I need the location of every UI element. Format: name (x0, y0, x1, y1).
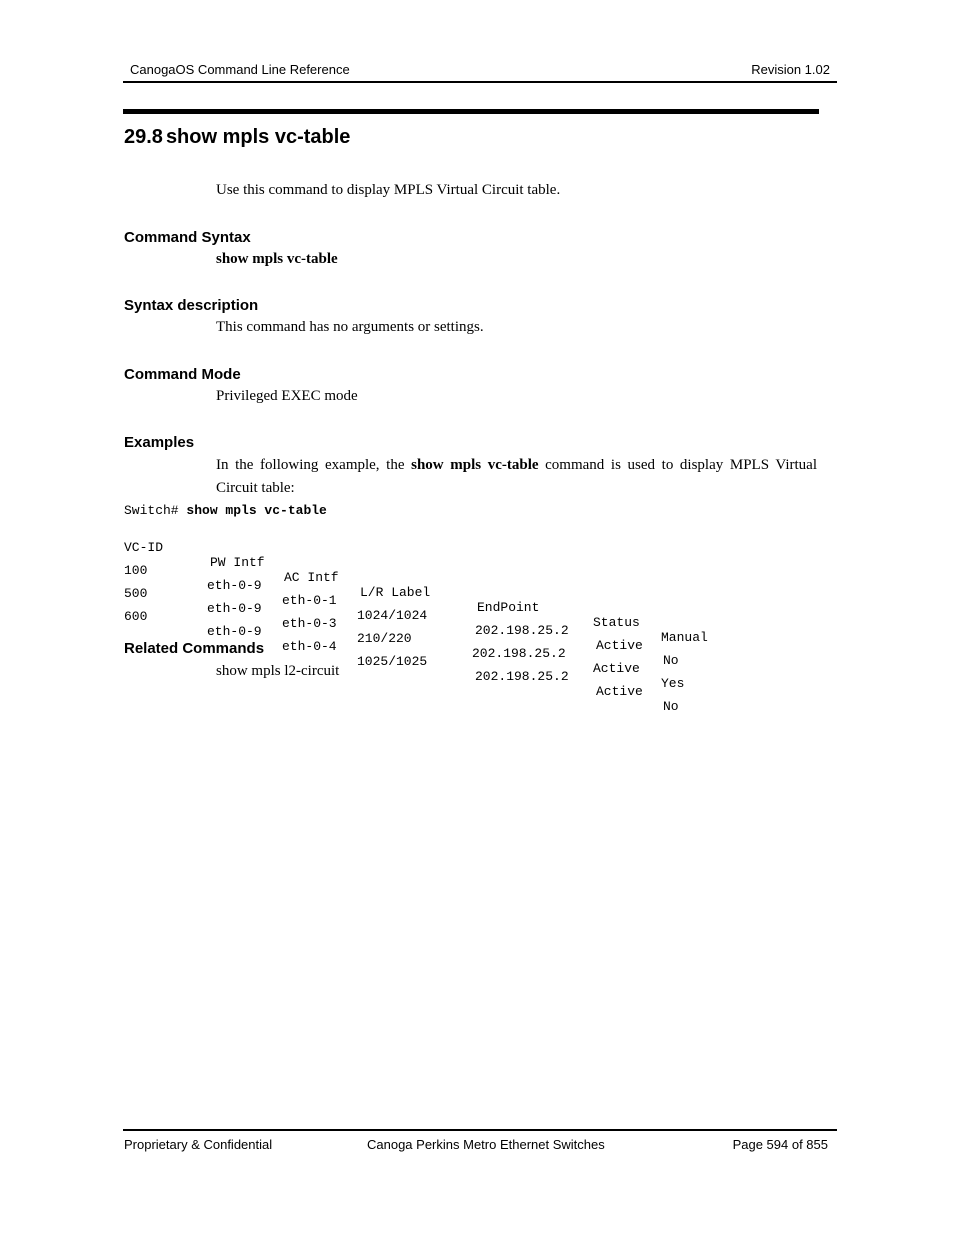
cell-status: Active (596, 638, 643, 653)
section-number: 29.8 (124, 126, 163, 148)
cell-lr-label: 1024/1024 (357, 608, 428, 623)
examples-intro-before: In the following example, the (216, 457, 412, 473)
cell-manual: No (663, 699, 679, 714)
col-header-pw-intf: PW Intf (210, 555, 265, 570)
col-header-vc-id: VC-ID (124, 540, 164, 555)
footer-confidential: Proprietary & Confidential (124, 1137, 273, 1152)
cell-pw-intf: eth-0-9 (207, 624, 262, 639)
cell-pw-intf: eth-0-9 (207, 578, 262, 593)
cell-manual: No (663, 653, 679, 668)
header-doc-title: CanogaOS Command Line Reference (130, 62, 350, 77)
cell-ac-intf: eth-0-3 (282, 616, 337, 631)
cli-prompt: Switch# (124, 503, 179, 518)
cell-vc-id: 100 (124, 563, 148, 578)
col-header-lr-label: L/R Label (360, 585, 431, 600)
col-header-endpoint: EndPoint (477, 600, 540, 615)
examples-intro-command: show mpls vc-table (411, 457, 539, 473)
cell-status: Active (596, 684, 643, 699)
related-commands-heading: Related Commands (124, 640, 265, 657)
command-syntax-heading: Command Syntax (124, 229, 251, 246)
section-heading (124, 126, 350, 149)
section-rule (123, 109, 819, 114)
cell-pw-intf: eth-0-9 (207, 601, 262, 616)
cell-lr-label: 210/220 (357, 631, 412, 646)
section-title: show mpls vc-table (165, 126, 351, 148)
col-header-manual: Manual (661, 630, 708, 645)
cell-endpoint: 202.198.25.2 (472, 646, 566, 661)
examples-intro (216, 454, 817, 500)
command-mode-text: Privileged EXEC mode (216, 388, 358, 404)
cell-manual: Yes (661, 676, 685, 691)
cell-endpoint: 202.198.25.2 (475, 623, 569, 638)
header-revision: Revision 1.02 (751, 62, 830, 77)
command-mode-heading: Command Mode (124, 366, 241, 383)
cli-command-line (124, 503, 327, 518)
cell-status: Active (593, 661, 640, 676)
examples-heading: Examples (124, 434, 195, 451)
related-command-link: show mpls l2-circuit (216, 663, 340, 679)
examples-intro-after: command is used to display MPLS Virtual Circuit table: (216, 457, 817, 496)
syntax-description-text: This command has no arguments or settings. (216, 319, 484, 335)
cell-ac-intf: eth-0-4 (282, 639, 337, 654)
footer-product: Canoga Perkins Metro Ethernet Switches (367, 1137, 605, 1152)
cell-ac-intf: eth-0-1 (282, 593, 337, 608)
section-description: Use this command to display MPLS Virtual Circuit table. (216, 182, 561, 198)
cell-vc-id: 600 (124, 609, 148, 624)
cell-vc-id: 500 (124, 586, 148, 601)
cell-lr-label: 1025/1025 (357, 654, 428, 669)
syntax-description-heading: Syntax description (124, 297, 259, 314)
command-syntax-text: show mpls vc-table (216, 251, 338, 267)
cell-endpoint: 202.198.25.2 (475, 669, 569, 684)
cli-command: show mpls vc-table (186, 503, 327, 518)
footer-rule (123, 1129, 837, 1131)
header-rule (123, 81, 837, 83)
col-header-ac-intf: AC Intf (284, 570, 339, 585)
footer-page-number: Page 594 of 855 (732, 1137, 828, 1152)
col-header-status: Status (593, 615, 640, 630)
